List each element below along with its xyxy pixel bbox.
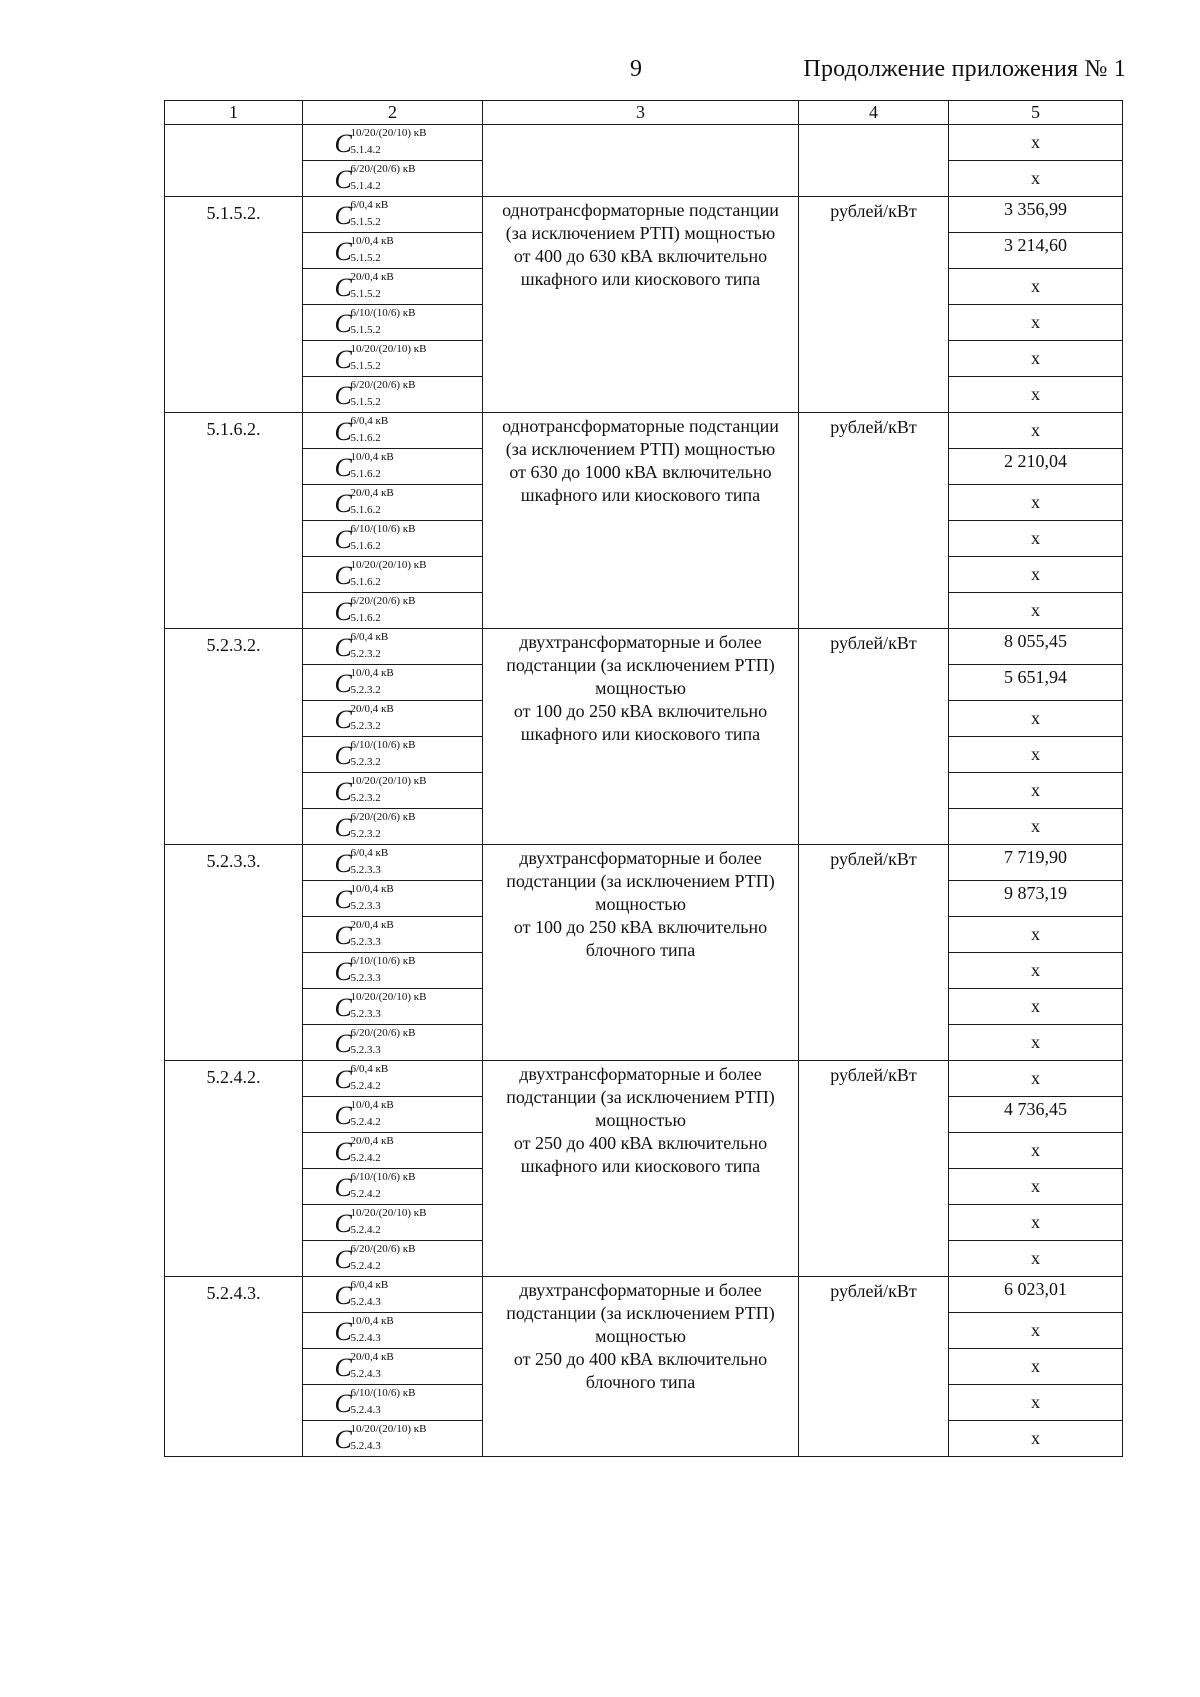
rate-value: х — [949, 593, 1123, 629]
rate-symbol-letter: C — [334, 1424, 352, 1454]
description-line: мощностью — [595, 678, 686, 698]
rate-value: х — [949, 917, 1123, 953]
rate-symbol — [331, 1242, 455, 1276]
voltage-superscript: 10/0,4 кВ — [350, 234, 394, 247]
rate-value: 5 651,94 — [949, 665, 1123, 701]
rate-value: х — [949, 125, 1123, 161]
rate-symbol-cell — [303, 989, 483, 1025]
code-subscript: 5.2.3.3 — [350, 863, 381, 876]
description-line: шкафного или киоскового типа — [520, 1156, 761, 1176]
rate-value: 3 214,60 — [949, 233, 1123, 269]
rate-symbol-letter: C — [334, 1388, 352, 1418]
code-subscript: 5.1.5.2 — [350, 287, 381, 300]
voltage-superscript: 6/10/(10/6) кВ — [350, 1170, 416, 1183]
table-row — [165, 629, 1123, 665]
description-line: шкафного или киоскового типа — [520, 485, 761, 505]
item-code: 5.2.4.3. — [165, 1277, 303, 1457]
rate-symbol-cell — [303, 269, 483, 305]
rate-symbol-cell — [303, 485, 483, 521]
rate-symbol-letter: C — [334, 1244, 352, 1274]
rate-value: 3 356,99 — [949, 197, 1123, 233]
rate-value: х — [949, 989, 1123, 1025]
rate-symbol-letter: C — [334, 560, 352, 590]
rate-symbol-cell — [303, 521, 483, 557]
unit-cell: рублей/кВт — [799, 197, 949, 413]
code-subscript: 5.2.4.2 — [350, 1115, 381, 1128]
rate-symbol — [331, 702, 455, 736]
table-row — [165, 1061, 1123, 1097]
code-subscript: 5.2.3.3 — [350, 1007, 381, 1020]
item-code: 5.2.3.3. — [165, 845, 303, 1061]
rate-symbol — [331, 378, 455, 412]
rate-symbol-cell — [303, 341, 483, 377]
rate-symbol-cell — [303, 1421, 483, 1457]
voltage-superscript: 20/0,4 кВ — [350, 486, 394, 499]
voltage-superscript: 10/0,4 кВ — [350, 1314, 394, 1327]
rate-symbol — [331, 666, 455, 700]
rate-value: х — [949, 1205, 1123, 1241]
code-subscript: 5.2.3.2 — [350, 647, 381, 660]
voltage-superscript: 10/0,4 кВ — [350, 450, 394, 463]
rate-value: х — [949, 953, 1123, 989]
voltage-superscript: 6/20/(20/6) кВ — [350, 378, 416, 391]
rate-symbol-cell — [303, 1241, 483, 1277]
voltage-superscript: 6/0,4 кВ — [350, 630, 389, 643]
rate-value: х — [949, 773, 1123, 809]
description-cell — [483, 413, 799, 629]
description-line: однотрансформаторные подстанции — [502, 200, 779, 220]
rate-value: х — [949, 1169, 1123, 1205]
table-row — [165, 413, 1123, 449]
code-subscript: 5.2.3.2 — [350, 791, 381, 804]
description-line: (за исключением РТП) мощностью — [505, 439, 776, 459]
voltage-superscript: 10/20/(20/10) кВ — [350, 1206, 427, 1219]
rate-symbol-cell — [303, 161, 483, 197]
unit-cell: рублей/кВт — [799, 1061, 949, 1277]
rate-value: х — [949, 1241, 1123, 1277]
item-code: 5.1.6.2. — [165, 413, 303, 629]
rate-symbol-cell — [303, 233, 483, 269]
rate-symbol — [331, 594, 455, 628]
code-subscript: 5.2.3.3 — [350, 971, 381, 984]
description-line: от 250 до 400 кВА включительно — [513, 1133, 768, 1153]
voltage-superscript: 10/20/(20/10) кВ — [350, 774, 427, 787]
voltage-superscript: 6/0,4 кВ — [350, 198, 389, 211]
rate-symbol — [331, 342, 455, 376]
description-line: двухтрансформаторные и более — [519, 848, 762, 868]
rate-value: 7 719,90 — [949, 845, 1123, 881]
code-subscript: 5.2.3.2 — [350, 755, 381, 768]
code-subscript: 5.2.4.2 — [350, 1151, 381, 1164]
rate-symbol-letter: C — [334, 128, 352, 158]
rate-symbol-cell — [303, 377, 483, 413]
rate-symbol-letter: C — [334, 344, 352, 374]
rate-symbol-cell — [303, 953, 483, 989]
description-cell — [483, 1277, 799, 1457]
table-row — [165, 845, 1123, 881]
unit-cell: рублей/кВт — [799, 845, 949, 1061]
column-header-2: 2 — [303, 101, 483, 125]
rate-value: х — [949, 809, 1123, 845]
voltage-superscript: 6/10/(10/6) кВ — [350, 1386, 416, 1399]
rate-symbol — [331, 234, 455, 268]
voltage-superscript: 6/20/(20/6) кВ — [350, 810, 416, 823]
item-code: 5.1.5.2. — [165, 197, 303, 413]
rate-symbol — [331, 126, 455, 160]
unit-cell: рублей/кВт — [799, 413, 949, 629]
rate-value: х — [949, 1061, 1123, 1097]
rate-symbol-letter: C — [334, 1028, 352, 1058]
code-subscript: 5.2.4.3 — [350, 1295, 381, 1308]
rate-symbol-letter: C — [334, 848, 352, 878]
page-number: 9 — [630, 56, 642, 82]
rate-symbol-cell — [303, 809, 483, 845]
rate-symbol-letter: C — [334, 1316, 352, 1346]
rate-symbol-cell — [303, 701, 483, 737]
column-header-4: 4 — [799, 101, 949, 125]
rate-symbol-letter: C — [334, 236, 352, 266]
voltage-superscript: 6/10/(10/6) кВ — [350, 954, 416, 967]
description-line: мощностью — [595, 1110, 686, 1130]
code-subscript: 5.1.5.2 — [350, 359, 381, 372]
item-code: 5.2.4.2. — [165, 1061, 303, 1277]
rate-symbol-letter: C — [334, 1136, 352, 1166]
rate-value: х — [949, 557, 1123, 593]
rate-symbol-letter: C — [334, 308, 352, 338]
description-line: подстанции (за исключением РТП) — [506, 1303, 775, 1323]
rate-symbol-cell — [303, 1097, 483, 1133]
rate-symbol-cell — [303, 125, 483, 161]
description-line: двухтрансформаторные и более — [519, 632, 762, 652]
rate-symbol-letter: C — [334, 524, 352, 554]
rate-value: х — [949, 1349, 1123, 1385]
description-line: однотрансформаторные подстанции — [502, 416, 779, 436]
code-subscript: 5.1.5.2 — [350, 251, 381, 264]
voltage-superscript: 10/0,4 кВ — [350, 666, 394, 679]
code-subscript: 5.2.4.2 — [350, 1259, 381, 1272]
description-line: мощностью — [595, 1326, 686, 1346]
rate-value: 4 736,45 — [949, 1097, 1123, 1133]
description-cell — [483, 197, 799, 413]
description-line: подстанции (за исключением РТП) — [506, 655, 775, 675]
column-header-1: 1 — [165, 101, 303, 125]
voltage-superscript: 10/20/(20/10) кВ — [350, 990, 427, 1003]
voltage-superscript: 6/0,4 кВ — [350, 846, 389, 859]
rate-symbol-cell — [303, 1169, 483, 1205]
rate-value: х — [949, 305, 1123, 341]
rate-symbol-letter: C — [334, 596, 352, 626]
code-subscript: 5.2.4.2 — [350, 1187, 381, 1200]
voltage-superscript: 20/0,4 кВ — [350, 270, 394, 283]
rate-symbol — [331, 1206, 455, 1240]
rate-value: х — [949, 1421, 1123, 1457]
code-subscript: 5.2.3.2 — [350, 827, 381, 840]
rate-symbol-letter: C — [334, 452, 352, 482]
voltage-superscript: 6/10/(10/6) кВ — [350, 738, 416, 751]
rate-symbol — [331, 1350, 455, 1384]
rate-symbol — [331, 1422, 455, 1456]
page-caption: Продолжение приложения № 1 — [803, 56, 1126, 82]
rate-symbol — [331, 882, 455, 916]
rate-value: х — [949, 737, 1123, 773]
rate-symbol-cell — [303, 557, 483, 593]
rate-symbol-letter: C — [334, 884, 352, 914]
rate-value: 8 055,45 — [949, 629, 1123, 665]
column-header-3: 3 — [483, 101, 799, 125]
voltage-superscript: 20/0,4 кВ — [350, 1350, 394, 1363]
rate-symbol — [331, 306, 455, 340]
rate-symbol-cell — [303, 845, 483, 881]
voltage-superscript: 10/20/(20/10) кВ — [350, 558, 427, 571]
rate-value: х — [949, 377, 1123, 413]
rate-symbol-cell — [303, 1313, 483, 1349]
rate-symbol-cell — [303, 1349, 483, 1385]
rate-value: х — [949, 269, 1123, 305]
voltage-superscript: 10/20/(20/10) кВ — [350, 342, 427, 355]
description-line: шкафного или киоскового типа — [520, 724, 761, 744]
rate-symbol — [331, 414, 455, 448]
rate-symbol — [331, 198, 455, 232]
description-line: подстанции (за исключением РТП) — [506, 1087, 775, 1107]
code-subscript: 5.2.4.2 — [350, 1079, 381, 1092]
rate-symbol-letter: C — [334, 1208, 352, 1238]
code-subscript: 5.2.4.3 — [350, 1439, 381, 1452]
rate-symbol — [331, 630, 455, 664]
voltage-superscript: 20/0,4 кВ — [350, 1134, 394, 1147]
voltage-superscript: 20/0,4 кВ — [350, 918, 394, 931]
voltage-superscript: 10/20/(20/10) кВ — [350, 126, 427, 139]
rate-symbol-cell — [303, 305, 483, 341]
rate-value: х — [949, 413, 1123, 449]
voltage-superscript: 6/20/(20/6) кВ — [350, 1026, 416, 1039]
rate-symbol — [331, 954, 455, 988]
rate-symbol — [331, 810, 455, 844]
column-header-5: 5 — [949, 101, 1123, 125]
description-line: от 250 до 400 кВА включительно — [513, 1349, 768, 1369]
rate-symbol-letter: C — [334, 1100, 352, 1130]
rate-symbol-letter: C — [334, 164, 352, 194]
description-line: мощностью — [595, 894, 686, 914]
rate-symbol-cell — [303, 737, 483, 773]
rate-symbol-cell — [303, 1385, 483, 1421]
description-cell — [483, 125, 799, 197]
code-subscript: 5.1.6.2 — [350, 575, 381, 588]
rate-symbol-letter: C — [334, 1352, 352, 1382]
code-subscript: 5.1.5.2 — [350, 395, 381, 408]
rate-value: х — [949, 341, 1123, 377]
rate-symbol-cell — [303, 917, 483, 953]
code-subscript: 5.1.6.2 — [350, 611, 381, 624]
code-subscript: 5.2.4.3 — [350, 1367, 381, 1380]
description-line: двухтрансформаторные и более — [519, 1280, 762, 1300]
rate-symbol — [331, 738, 455, 772]
rate-symbol — [331, 486, 455, 520]
voltage-superscript: 6/20/(20/6) кВ — [350, 1242, 416, 1255]
rate-symbol-letter: C — [334, 920, 352, 950]
rate-symbol-cell — [303, 629, 483, 665]
description-cell — [483, 845, 799, 1061]
code-subscript: 5.1.4.2 — [350, 179, 381, 192]
code-subscript: 5.2.3.3 — [350, 1043, 381, 1056]
rate-symbol-letter: C — [334, 1280, 352, 1310]
code-subscript: 5.1.6.2 — [350, 503, 381, 516]
voltage-superscript: 20/0,4 кВ — [350, 702, 394, 715]
voltage-superscript: 10/0,4 кВ — [350, 882, 394, 895]
rate-symbol-letter: C — [334, 740, 352, 770]
rate-symbol-cell — [303, 665, 483, 701]
description-line: (за исключением РТП) мощностью — [505, 223, 776, 243]
table-header-row — [165, 101, 1123, 125]
rate-symbol — [331, 1314, 455, 1348]
rate-symbol — [331, 774, 455, 808]
unit-cell: рублей/кВт — [799, 1277, 949, 1457]
rate-symbol-letter: C — [334, 200, 352, 230]
description-line: блочного типа — [585, 940, 696, 960]
rate-symbol — [331, 846, 455, 880]
rate-value: 9 873,19 — [949, 881, 1123, 917]
rate-symbol-letter: C — [334, 488, 352, 518]
description-line: от 400 до 630 кВА включительно — [513, 246, 768, 266]
description-line: шкафного или киоскового типа — [520, 269, 761, 289]
unit-cell — [799, 125, 949, 197]
code-subscript: 5.2.4.3 — [350, 1403, 381, 1416]
rate-symbol-cell — [303, 1277, 483, 1313]
rate-symbol-letter: C — [334, 632, 352, 662]
rate-symbol — [331, 558, 455, 592]
item-code: 5.2.3.2. — [165, 629, 303, 845]
rate-symbol-cell — [303, 593, 483, 629]
code-subscript: 5.2.3.3 — [350, 935, 381, 948]
rate-symbol — [331, 522, 455, 556]
rate-symbol — [331, 1134, 455, 1168]
tariff-table — [164, 100, 1123, 1457]
rate-symbol-letter: C — [334, 416, 352, 446]
rate-symbol-cell — [303, 1025, 483, 1061]
code-subscript: 5.1.4.2 — [350, 143, 381, 156]
rate-value: х — [949, 1385, 1123, 1421]
code-subscript: 5.1.5.2 — [350, 323, 381, 336]
rate-value: х — [949, 1313, 1123, 1349]
rate-symbol — [331, 1098, 455, 1132]
description-line: от 630 до 1000 кВА включительно — [509, 462, 772, 482]
voltage-superscript: 6/0,4 кВ — [350, 414, 389, 427]
code-subscript: 5.2.4.2 — [350, 1223, 381, 1236]
rate-value: х — [949, 485, 1123, 521]
rate-symbol-letter: C — [334, 1064, 352, 1094]
voltage-superscript: 10/20/(20/10) кВ — [350, 1422, 427, 1435]
rate-symbol-letter: C — [334, 380, 352, 410]
description-line: двухтрансформаторные и более — [519, 1064, 762, 1084]
unit-cell: рублей/кВт — [799, 629, 949, 845]
code-subscript: 5.2.3.2 — [350, 683, 381, 696]
rate-symbol — [331, 450, 455, 484]
voltage-superscript: 6/20/(20/6) кВ — [350, 162, 416, 175]
rate-symbol-letter: C — [334, 812, 352, 842]
rate-symbol-cell — [303, 449, 483, 485]
rate-symbol-cell — [303, 197, 483, 233]
rate-value: х — [949, 1025, 1123, 1061]
rate-symbol-letter: C — [334, 704, 352, 734]
code-subscript: 5.1.6.2 — [350, 467, 381, 480]
voltage-superscript: 6/0,4 кВ — [350, 1062, 389, 1075]
description-line: от 100 до 250 кВА включительно — [513, 701, 768, 721]
description-line: от 100 до 250 кВА включительно — [513, 917, 768, 937]
rate-symbol-cell — [303, 1061, 483, 1097]
voltage-superscript: 6/20/(20/6) кВ — [350, 594, 416, 607]
code-subscript: 5.1.5.2 — [350, 215, 381, 228]
item-code — [165, 125, 303, 197]
description-line: блочного типа — [585, 1372, 696, 1392]
rate-symbol-letter: C — [334, 956, 352, 986]
voltage-superscript: 6/0,4 кВ — [350, 1278, 389, 1291]
rate-value: х — [949, 161, 1123, 197]
rate-value: 6 023,01 — [949, 1277, 1123, 1313]
rate-symbol-letter: C — [334, 668, 352, 698]
rate-symbol — [331, 162, 455, 196]
rate-symbol-cell — [303, 881, 483, 917]
description-cell — [483, 1061, 799, 1277]
rate-value: х — [949, 521, 1123, 557]
rate-value: х — [949, 1133, 1123, 1169]
rate-symbol-letter: C — [334, 776, 352, 806]
rate-symbol — [331, 990, 455, 1024]
rate-symbol-cell — [303, 773, 483, 809]
code-subscript: 5.1.6.2 — [350, 431, 381, 444]
code-subscript: 5.2.3.2 — [350, 719, 381, 732]
voltage-superscript: 10/0,4 кВ — [350, 1098, 394, 1111]
description-cell — [483, 629, 799, 845]
rate-symbol — [331, 1026, 455, 1060]
rate-value: 2 210,04 — [949, 449, 1123, 485]
code-subscript: 5.2.4.3 — [350, 1331, 381, 1344]
code-subscript: 5.2.3.3 — [350, 899, 381, 912]
table-row — [165, 125, 1123, 161]
rate-symbol — [331, 918, 455, 952]
table-row — [165, 1277, 1123, 1313]
voltage-superscript: 6/10/(10/6) кВ — [350, 306, 416, 319]
rate-symbol — [331, 1170, 455, 1204]
voltage-superscript: 6/10/(10/6) кВ — [350, 522, 416, 535]
rate-symbol-cell — [303, 413, 483, 449]
rate-symbol-letter: C — [334, 992, 352, 1022]
code-subscript: 5.1.6.2 — [350, 539, 381, 552]
rate-value: х — [949, 701, 1123, 737]
rate-symbol-cell — [303, 1133, 483, 1169]
rate-symbol — [331, 1062, 455, 1096]
table-row — [165, 197, 1123, 233]
description-line: подстанции (за исключением РТП) — [506, 871, 775, 891]
rate-symbol — [331, 1386, 455, 1420]
rate-symbol-letter: C — [334, 272, 352, 302]
rate-symbol-letter: C — [334, 1172, 352, 1202]
rate-symbol-cell — [303, 1205, 483, 1241]
rate-symbol — [331, 270, 455, 304]
rate-symbol — [331, 1278, 455, 1312]
